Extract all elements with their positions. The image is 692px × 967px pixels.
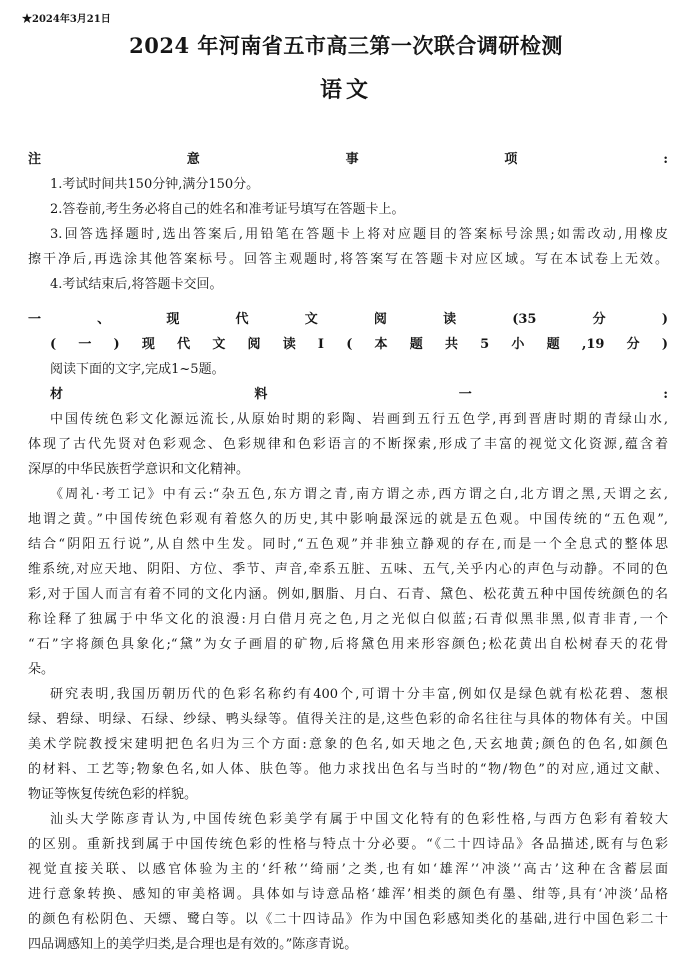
exam-date: ★2024年3月21日 xyxy=(22,14,111,25)
paragraph-line: 汕头大学陈彦青认为,中国传统色彩美学有属于中国文化特有的色彩性格,与西方色彩有着较大 xyxy=(50,812,668,827)
subject-title: 语文 xyxy=(319,77,372,103)
paragraph-line: 中国传统色彩文化源远流长,从原始时期的彩陶、岩画到五行五色学,再到晋唐时期的青绿山水, xyxy=(50,412,668,427)
paragraph-line: 视觉直接关联、以感官体验为主的‘纤秾’‘绮丽’之类,也有如‘雄浑’‘冲淡’‘高古’这种在含蓄层面 xyxy=(28,862,668,877)
notice-item: 1.考试时间共150分钟,满分150分。 xyxy=(50,177,260,192)
notice-item: 4.考试结束后,将答题卡交回。 xyxy=(50,277,223,292)
notice-item: 2.答卷前,考生务必将自己的姓名和准考证号填写在答题卡上。 xyxy=(50,202,405,217)
document-body xyxy=(28,147,668,957)
paragraph-line: 彩,对于国人而言有着不同的文化内涵。例如,胭脂、月白、石青、黛色、松花黄五种中国传统颜色的名 xyxy=(28,587,668,602)
paragraph-line: 研究表明,我国历朝历代的色彩名称约有400个,可谓十分丰富,例如仅是绿色就有松花碧、葱根 xyxy=(50,687,668,702)
section-title: 一、现代文阅读(35分) xyxy=(28,312,668,327)
section-spacer xyxy=(28,297,668,307)
notice-item: 3.回答选择题时,选出答案后,用铅笔在答题卡上将对应题目的答案标号涂黑;如需改动,用橡皮 xyxy=(50,227,668,242)
paragraph-line: 美术学院教授宋建明把色名归为三个方面:意象的色名,如天地之色,天玄地黄;颜色的色名,如颜色 xyxy=(28,737,668,752)
paragraph-line: 的材料、工艺等;物象色名,如人体、肤色等。他力求找出色名与当时的“物/物色”的对应,通过文献、 xyxy=(28,762,668,777)
exam-title: 2024 年河南省五市高三第一次联合调研检测 xyxy=(129,33,563,58)
paragraph-line: 四品调感知上的美学归类,是合理也是有效的。”陈彦青说。 xyxy=(28,937,358,952)
paragraph-line: 的颜色有松阴色、天缥、鹭白等。以《二十四诗品》作为中国色彩感知类化的基础,进行中国色彩二十 xyxy=(28,912,668,927)
paragraph-line: “石”字将颜色具象化;“黛”为女子画眉的矿物,后将黛色用来形容颜色;松花黄出自松树春天的花骨 xyxy=(28,637,668,652)
material-label: 材料一: xyxy=(50,387,668,402)
paragraph-line: 维系统,对应天地、阴阳、方位、季节、声音,牵系五脏、五味、五气,关乎内心的声色与动静。不同的色 xyxy=(28,562,668,577)
paragraph-line: 称诠释了独属于中华文化的浪漫:月白借月亮之色,月之光似白似蓝;石青似黑非黑,似青非青,一个 xyxy=(28,612,668,627)
paragraph-line: 绿、碧绿、明绿、石绿、纱绿、鸭头绿等。值得关注的是,这些色彩的命名往往与具体的物体有关。中国 xyxy=(28,712,668,727)
paragraph-line: 朵。 xyxy=(28,662,55,677)
paragraph-line: 的区别。重新找到属于中国传统色彩的性格与特点十分必要。“《二十四诗品》各品描述,既有与色彩 xyxy=(28,837,668,852)
paragraph-line: 地谓之黄。”中国传统色彩观有着悠久的历史,其中影响最深远的就是五色观。中国传统的“五色观”, xyxy=(28,512,668,527)
paragraph-line: 结合“阴阳五行说”,从自然中生发。同时,“五色观”并非独立静观的存在,而是一个全息式的整体思 xyxy=(28,537,668,552)
paragraph-line: 体现了古代先贤对色彩观念、色彩规律和色彩语言的不断探索,形成了丰富的视觉文化资源,蕴含着 xyxy=(28,437,668,452)
paragraph-line: 物证等恢复传统色彩的样貌。 xyxy=(28,787,198,802)
notice-item-continued: 擦干净后,再选涂其他答案标号。回答主观题时,将答案写在答题卡对应区域。写在本试卷上无效。 xyxy=(28,252,668,267)
paragraph-line: 进行意象转换、感知的审美格调。具体如与诗意品格‘雄浑’相类的颜色有墨、绀等,具有‘冲淡’品格 xyxy=(28,887,668,902)
paragraph-line: 深厚的中华民族哲学意识和文化精神。 xyxy=(28,462,250,477)
section-subtitle: (一)现代文阅读Ⅰ(本题共5小题,19分) xyxy=(50,337,668,352)
notice-heading: 注意事项: xyxy=(28,152,668,167)
paragraph-line: 《周礼·考工记》中有云:“杂五色,东方谓之青,南方谓之赤,西方谓之白,北方谓之黑,天谓之玄, xyxy=(50,487,668,502)
section-instruction: 阅读下面的文字,完成1~5题。 xyxy=(50,362,225,377)
